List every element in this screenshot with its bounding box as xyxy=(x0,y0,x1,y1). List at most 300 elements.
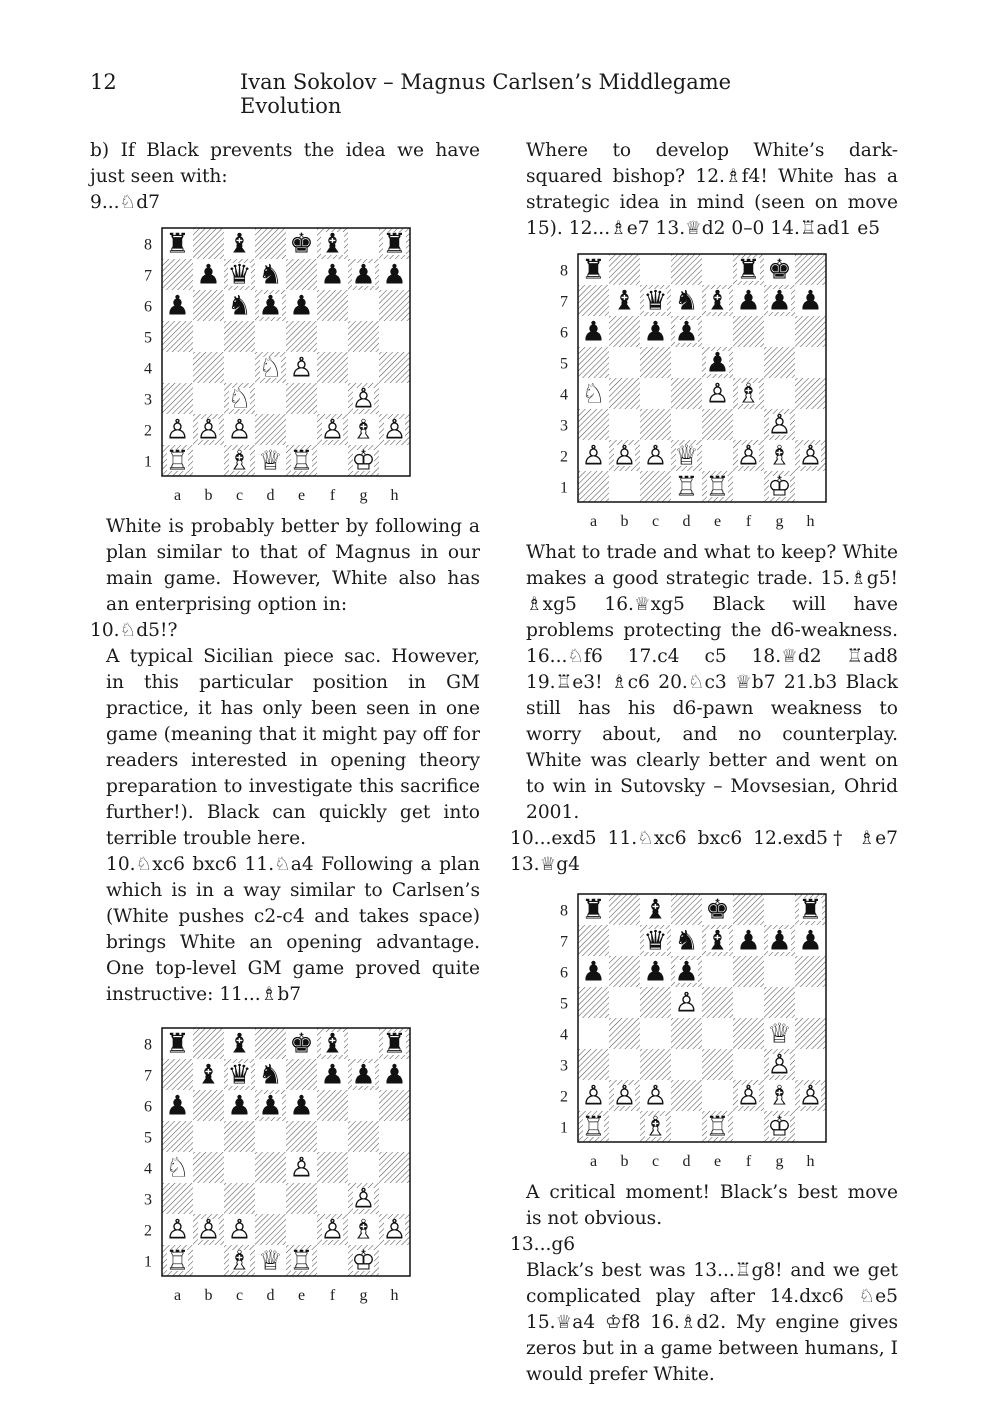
file-label: b xyxy=(620,513,629,530)
rank-label: 7 xyxy=(144,1067,152,1085)
light-square xyxy=(348,352,379,383)
black-pawn-icon: ♟ xyxy=(165,1090,190,1122)
light-square xyxy=(379,445,410,476)
white-pawn-icon: ♙ xyxy=(320,414,345,446)
black-pawn-icon: ♟ xyxy=(643,316,668,348)
dark-square xyxy=(348,1121,379,1152)
light-square xyxy=(255,1183,286,1214)
black-rook-icon: ♜ xyxy=(382,228,407,260)
rank-label: 2 xyxy=(144,422,152,440)
file-label: f xyxy=(745,1153,752,1170)
light-square xyxy=(609,347,640,378)
rank-label: 6 xyxy=(144,1098,152,1116)
light-square xyxy=(379,383,410,414)
light-square xyxy=(193,1245,224,1276)
white-pawn-icon: ♙ xyxy=(767,1049,792,1081)
black-rook-icon: ♜ xyxy=(382,1028,407,1060)
file-label: b xyxy=(204,1287,213,1304)
white-bishop-icon: ♗ xyxy=(643,1111,668,1143)
light-square xyxy=(609,1049,640,1080)
white-bishop-icon: ♗ xyxy=(227,445,252,477)
light-square xyxy=(795,347,826,378)
white-king-icon: ♔ xyxy=(351,1245,376,1277)
file-label: d xyxy=(266,1287,275,1304)
file-label: d xyxy=(266,487,275,504)
dark-square xyxy=(578,409,609,440)
paragraph: White is probably better by following a plan similar to that of Magnus in our main game. However, White also has an enterprising option in: xyxy=(106,516,480,615)
dark-square xyxy=(255,1214,286,1245)
dark-square xyxy=(671,894,702,925)
left-column xyxy=(90,138,480,1314)
dark-square xyxy=(640,1049,671,1080)
rank-label: 6 xyxy=(144,298,152,316)
dark-square xyxy=(255,414,286,445)
dark-square xyxy=(733,1018,764,1049)
black-pawn-icon: ♟ xyxy=(196,259,221,291)
white-bishop-icon: ♗ xyxy=(767,440,792,472)
light-square xyxy=(255,321,286,352)
running-title: Ivan Sokolov – Magnus Carlsen’s Middlegame Evolution xyxy=(240,70,732,118)
light-square xyxy=(764,316,795,347)
white-pawn-icon: ♙ xyxy=(165,414,190,446)
dark-square xyxy=(286,259,317,290)
white-king-icon: ♔ xyxy=(351,445,376,477)
light-square xyxy=(733,409,764,440)
white-rook-icon: ♖ xyxy=(289,445,314,477)
dark-square xyxy=(764,987,795,1018)
file-label: c xyxy=(651,1153,660,1170)
paragraph: 10.♘xc6 bxc6 11.♘a4 Following a plan which is in a way similar to Carlsen’s (White pushes c2-c4 and takes space) brings White an opening advantage. One top-level GM game proved quite instructive: 11...♗b7 xyxy=(106,854,480,1005)
light-square xyxy=(702,1018,733,1049)
dark-square xyxy=(379,352,410,383)
file-label: g xyxy=(775,1153,784,1170)
chess-diagram xyxy=(130,224,480,514)
rank-label: 1 xyxy=(144,1253,152,1271)
black-pawn-icon: ♟ xyxy=(674,956,699,988)
dark-square xyxy=(224,1121,255,1152)
dark-square xyxy=(379,290,410,321)
rank-label: 5 xyxy=(144,1129,152,1147)
file-label: h xyxy=(806,1153,815,1170)
dark-square xyxy=(609,894,640,925)
light-square xyxy=(379,1183,410,1214)
dark-square xyxy=(640,471,671,502)
rank-label: 4 xyxy=(144,360,152,378)
black-pawn-icon: ♟ xyxy=(351,1059,376,1091)
right-column xyxy=(510,138,898,1388)
black-pawn-icon: ♟ xyxy=(289,290,314,322)
white-pawn-icon: ♙ xyxy=(227,1214,252,1246)
dark-square xyxy=(255,1152,286,1183)
white-pawn-icon: ♙ xyxy=(798,440,823,472)
file-label: g xyxy=(775,513,784,530)
black-knight-icon: ♞ xyxy=(674,285,699,317)
white-queen-icon: ♕ xyxy=(258,1245,283,1277)
black-pawn-icon: ♟ xyxy=(798,285,823,317)
black-queen-icon: ♛ xyxy=(227,259,252,291)
dark-square xyxy=(193,228,224,259)
move-line: 10.♘d5!? xyxy=(90,620,178,641)
dark-square xyxy=(286,1121,317,1152)
white-pawn-icon: ♙ xyxy=(382,414,407,446)
file-label: e xyxy=(713,1153,722,1170)
paragraph: A typical Sicilian piece sac. However, in this particular position in GM practice, it has only been seen in one game (meaning that it might pay off for readers interested in opening theory preparation to investigate this sacrifice further!). Black can quickly get into terrible trouble here. xyxy=(106,646,480,849)
black-pawn-icon: ♟ xyxy=(674,316,699,348)
dark-square xyxy=(671,1018,702,1049)
dark-square xyxy=(286,1059,317,1090)
dark-square xyxy=(733,894,764,925)
rank-label: 1 xyxy=(144,453,152,471)
dark-square xyxy=(317,1152,348,1183)
file-label: f xyxy=(329,1287,336,1304)
white-pawn-icon: ♙ xyxy=(196,414,221,446)
rank-label: 3 xyxy=(560,1057,568,1075)
rank-label: 2 xyxy=(560,448,568,466)
light-square xyxy=(702,254,733,285)
rank-label: 8 xyxy=(560,262,568,280)
dark-square xyxy=(348,321,379,352)
light-square xyxy=(795,409,826,440)
paragraph: Where to develop White’s dark-squared bishop? 12.♗f4! White has a strategic idea in mind (seen on move 15). 12...♗e7 13.♕d2 0–0 14.♖ad1 e5 xyxy=(526,140,898,239)
light-square xyxy=(733,1111,764,1142)
white-knight-icon: ♘ xyxy=(581,378,606,410)
light-square xyxy=(764,378,795,409)
black-king-icon: ♚ xyxy=(289,228,314,260)
rank-label: 4 xyxy=(560,386,568,404)
white-pawn-icon: ♙ xyxy=(289,352,314,384)
black-king-icon: ♚ xyxy=(705,894,730,926)
dark-square xyxy=(286,321,317,352)
light-square xyxy=(609,925,640,956)
paragraph: Black’s best was 13...♖g8! and we get complicated play after 14.dxc6 ♘e5 15.♕a4 ♔f8 16.♗d2. My engine gives zeros but in a game between humans, I would prefer White. xyxy=(526,1260,898,1385)
black-bishop-icon: ♝ xyxy=(227,1028,252,1060)
light-square xyxy=(764,894,795,925)
white-pawn-icon: ♙ xyxy=(674,987,699,1019)
black-rook-icon: ♜ xyxy=(165,228,190,260)
black-rook-icon: ♜ xyxy=(798,894,823,926)
light-square xyxy=(609,471,640,502)
dark-square xyxy=(795,316,826,347)
dark-square xyxy=(578,987,609,1018)
rank-label: 1 xyxy=(560,479,568,497)
black-pawn-icon: ♟ xyxy=(767,925,792,957)
light-square xyxy=(348,228,379,259)
file-label: h xyxy=(390,1287,399,1304)
white-pawn-icon: ♙ xyxy=(798,1080,823,1112)
file-label: h xyxy=(806,513,815,530)
black-pawn-icon: ♟ xyxy=(258,290,283,322)
black-pawn-icon: ♟ xyxy=(258,1090,283,1122)
dark-square xyxy=(609,316,640,347)
light-square xyxy=(317,445,348,476)
dark-square xyxy=(702,1049,733,1080)
light-square xyxy=(193,1121,224,1152)
dark-square xyxy=(255,228,286,259)
white-knight-icon: ♘ xyxy=(227,383,252,415)
black-pawn-icon: ♟ xyxy=(165,290,190,322)
white-queen-icon: ♕ xyxy=(674,440,699,472)
black-knight-icon: ♞ xyxy=(227,290,252,322)
file-label: h xyxy=(390,487,399,504)
rank-label: 7 xyxy=(560,933,568,951)
rank-label: 6 xyxy=(560,324,568,342)
move-line: 9...♘d7 xyxy=(90,192,160,213)
dark-square xyxy=(640,347,671,378)
file-label: c xyxy=(235,487,244,504)
white-pawn-icon: ♙ xyxy=(612,440,637,472)
dark-square xyxy=(193,1090,224,1121)
light-square xyxy=(640,1018,671,1049)
rank-label: 7 xyxy=(560,293,568,311)
chess-diagram xyxy=(546,890,898,1180)
dark-square xyxy=(162,1059,193,1090)
chess-board xyxy=(130,224,470,514)
white-rook-icon: ♖ xyxy=(165,1245,190,1277)
white-queen-icon: ♕ xyxy=(258,445,283,477)
light-square xyxy=(224,352,255,383)
paragraph: What to trade and what to keep? White makes a good strategic trade. 15.♗g5! ♗xg5 16.♕xg5 Black will have problems protecting the d6-weakness. 16...♘f6 17.c4 c5 18.♕d2 ♖ad8 19.♖e3! ♗c6 20.♘c3 ♕b7 21.b3 Black still has his d6-pawn weakness to worry about, and no counterplay. White was clearly better and went on to win in Sutovsky – Movsesian, Ohrid 2001. xyxy=(526,542,898,823)
dark-square xyxy=(578,471,609,502)
white-rook-icon: ♖ xyxy=(581,1111,606,1143)
file-label: d xyxy=(682,513,691,530)
rank-label: 7 xyxy=(144,267,152,285)
dark-square xyxy=(317,1090,348,1121)
white-queen-icon: ♕ xyxy=(767,1018,792,1050)
dark-square xyxy=(317,290,348,321)
file-label: b xyxy=(620,1153,629,1170)
light-square xyxy=(640,378,671,409)
black-pawn-icon: ♟ xyxy=(705,347,730,379)
rank-label: 5 xyxy=(144,329,152,347)
file-label: e xyxy=(297,1287,306,1304)
dark-square xyxy=(193,290,224,321)
white-knight-icon: ♘ xyxy=(165,1152,190,1184)
white-pawn-icon: ♙ xyxy=(736,440,761,472)
file-label: c xyxy=(651,513,660,530)
light-square xyxy=(379,1245,410,1276)
white-pawn-icon: ♙ xyxy=(165,1214,190,1246)
black-bishop-icon: ♝ xyxy=(227,228,252,260)
dark-square xyxy=(640,409,671,440)
chess-diagram xyxy=(546,250,898,540)
light-square xyxy=(702,440,733,471)
white-bishop-icon: ♗ xyxy=(227,1245,252,1277)
white-pawn-icon: ♙ xyxy=(382,1214,407,1246)
black-bishop-icon: ♝ xyxy=(320,228,345,260)
file-label: g xyxy=(359,1287,368,1304)
white-pawn-icon: ♙ xyxy=(227,414,252,446)
rank-label: 4 xyxy=(560,1026,568,1044)
dark-square xyxy=(224,321,255,352)
light-square xyxy=(671,1049,702,1080)
dark-square xyxy=(733,316,764,347)
light-square xyxy=(348,290,379,321)
dark-square xyxy=(640,987,671,1018)
dark-square xyxy=(671,1080,702,1111)
black-pawn-icon: ♟ xyxy=(227,1090,252,1122)
black-pawn-icon: ♟ xyxy=(289,1090,314,1122)
file-label: c xyxy=(235,1287,244,1304)
light-square xyxy=(640,254,671,285)
light-square xyxy=(671,409,702,440)
dark-square xyxy=(162,321,193,352)
dark-square xyxy=(609,254,640,285)
dark-square xyxy=(162,1121,193,1152)
dark-square xyxy=(255,1028,286,1059)
file-label: a xyxy=(173,487,182,504)
chess-board xyxy=(130,1024,470,1314)
white-rook-icon: ♖ xyxy=(165,445,190,477)
light-square xyxy=(733,347,764,378)
dark-square xyxy=(379,1152,410,1183)
rank-label: 8 xyxy=(144,236,152,254)
light-square xyxy=(162,352,193,383)
light-square xyxy=(733,1049,764,1080)
white-bishop-icon: ♗ xyxy=(351,414,376,446)
white-pawn-icon: ♙ xyxy=(612,1080,637,1112)
light-square xyxy=(671,1111,702,1142)
white-pawn-icon: ♙ xyxy=(351,1183,376,1215)
black-queen-icon: ♛ xyxy=(643,285,668,317)
black-rook-icon: ♜ xyxy=(165,1028,190,1060)
dark-square xyxy=(286,383,317,414)
black-pawn-icon: ♟ xyxy=(643,956,668,988)
white-pawn-icon: ♙ xyxy=(351,383,376,415)
white-pawn-icon: ♙ xyxy=(643,1080,668,1112)
white-rook-icon: ♖ xyxy=(289,1245,314,1277)
rank-label: 1 xyxy=(560,1119,568,1137)
black-pawn-icon: ♟ xyxy=(382,1059,407,1091)
file-label: a xyxy=(589,1153,598,1170)
light-square xyxy=(193,1183,224,1214)
black-king-icon: ♚ xyxy=(767,254,792,286)
black-knight-icon: ♞ xyxy=(258,1059,283,1091)
chess-diagram xyxy=(130,1024,480,1314)
black-pawn-icon: ♟ xyxy=(320,1059,345,1091)
file-label: a xyxy=(173,1287,182,1304)
black-pawn-icon: ♟ xyxy=(581,956,606,988)
light-square xyxy=(795,1111,826,1142)
light-square xyxy=(733,471,764,502)
white-pawn-icon: ♙ xyxy=(767,409,792,441)
rank-label: 6 xyxy=(560,964,568,982)
file-label: f xyxy=(329,487,336,504)
chess-board xyxy=(546,890,886,1180)
light-square xyxy=(609,1111,640,1142)
black-pawn-icon: ♟ xyxy=(767,285,792,317)
rank-label: 8 xyxy=(560,902,568,920)
black-bishop-icon: ♝ xyxy=(643,894,668,926)
light-square xyxy=(379,1121,410,1152)
black-queen-icon: ♛ xyxy=(643,925,668,957)
move-line: 10...exd5 11.♘xc6 bxc6 12.exd5† ♗e7 13.♕g4 xyxy=(510,828,898,875)
light-square xyxy=(317,1121,348,1152)
paragraph: b) If Black prevents the idea we have just seen with: xyxy=(90,140,480,187)
dark-square xyxy=(609,1018,640,1049)
white-rook-icon: ♖ xyxy=(674,471,699,503)
light-square xyxy=(671,347,702,378)
light-square xyxy=(609,987,640,1018)
white-knight-icon: ♘ xyxy=(258,352,283,384)
black-bishop-icon: ♝ xyxy=(705,925,730,957)
light-square xyxy=(317,1245,348,1276)
black-bishop-icon: ♝ xyxy=(320,1028,345,1060)
dark-square xyxy=(193,352,224,383)
dark-square xyxy=(764,347,795,378)
rank-label: 4 xyxy=(144,1160,152,1178)
light-square xyxy=(733,987,764,1018)
white-king-icon: ♔ xyxy=(767,471,792,503)
file-label: g xyxy=(359,487,368,504)
black-bishop-icon: ♝ xyxy=(612,285,637,317)
light-square xyxy=(317,1183,348,1214)
black-knight-icon: ♞ xyxy=(258,259,283,291)
light-square xyxy=(348,1028,379,1059)
light-square xyxy=(795,471,826,502)
white-bishop-icon: ♗ xyxy=(351,1214,376,1246)
white-pawn-icon: ♙ xyxy=(581,1080,606,1112)
white-pawn-icon: ♙ xyxy=(196,1214,221,1246)
black-queen-icon: ♛ xyxy=(227,1059,252,1091)
black-pawn-icon: ♟ xyxy=(736,285,761,317)
light-square xyxy=(379,321,410,352)
dark-square xyxy=(286,1183,317,1214)
white-king-icon: ♔ xyxy=(767,1111,792,1143)
dark-square xyxy=(578,925,609,956)
light-square xyxy=(317,321,348,352)
paragraph: A critical moment! Black’s best move is not obvious. xyxy=(526,1182,898,1229)
black-bishop-icon: ♝ xyxy=(196,1059,221,1091)
dark-square xyxy=(733,956,764,987)
light-square xyxy=(255,1121,286,1152)
light-square xyxy=(286,414,317,445)
rank-label: 5 xyxy=(560,995,568,1013)
rank-label: 8 xyxy=(144,1036,152,1054)
black-king-icon: ♚ xyxy=(289,1028,314,1060)
white-pawn-icon: ♙ xyxy=(581,440,606,472)
dark-square xyxy=(795,378,826,409)
black-pawn-icon: ♟ xyxy=(382,259,407,291)
white-pawn-icon: ♙ xyxy=(705,378,730,410)
rank-label: 5 xyxy=(560,355,568,373)
rank-label: 2 xyxy=(144,1222,152,1240)
dark-square xyxy=(162,259,193,290)
white-pawn-icon: ♙ xyxy=(736,1080,761,1112)
file-label: a xyxy=(589,513,598,530)
dark-square xyxy=(317,352,348,383)
dark-square xyxy=(224,1183,255,1214)
black-knight-icon: ♞ xyxy=(674,925,699,957)
dark-square xyxy=(578,347,609,378)
white-rook-icon: ♖ xyxy=(705,471,730,503)
dark-square xyxy=(795,1018,826,1049)
light-square xyxy=(702,1080,733,1111)
white-pawn-icon: ♙ xyxy=(289,1152,314,1184)
light-square xyxy=(764,956,795,987)
light-square xyxy=(193,321,224,352)
white-rook-icon: ♖ xyxy=(705,1111,730,1143)
rank-label: 2 xyxy=(560,1088,568,1106)
light-square xyxy=(348,1152,379,1183)
white-bishop-icon: ♗ xyxy=(736,378,761,410)
page-number: 12 xyxy=(90,70,117,94)
black-rook-icon: ♜ xyxy=(736,254,761,286)
chess-board xyxy=(546,250,886,540)
white-pawn-icon: ♙ xyxy=(320,1214,345,1246)
black-bishop-icon: ♝ xyxy=(705,285,730,317)
dark-square xyxy=(702,987,733,1018)
light-square xyxy=(193,383,224,414)
